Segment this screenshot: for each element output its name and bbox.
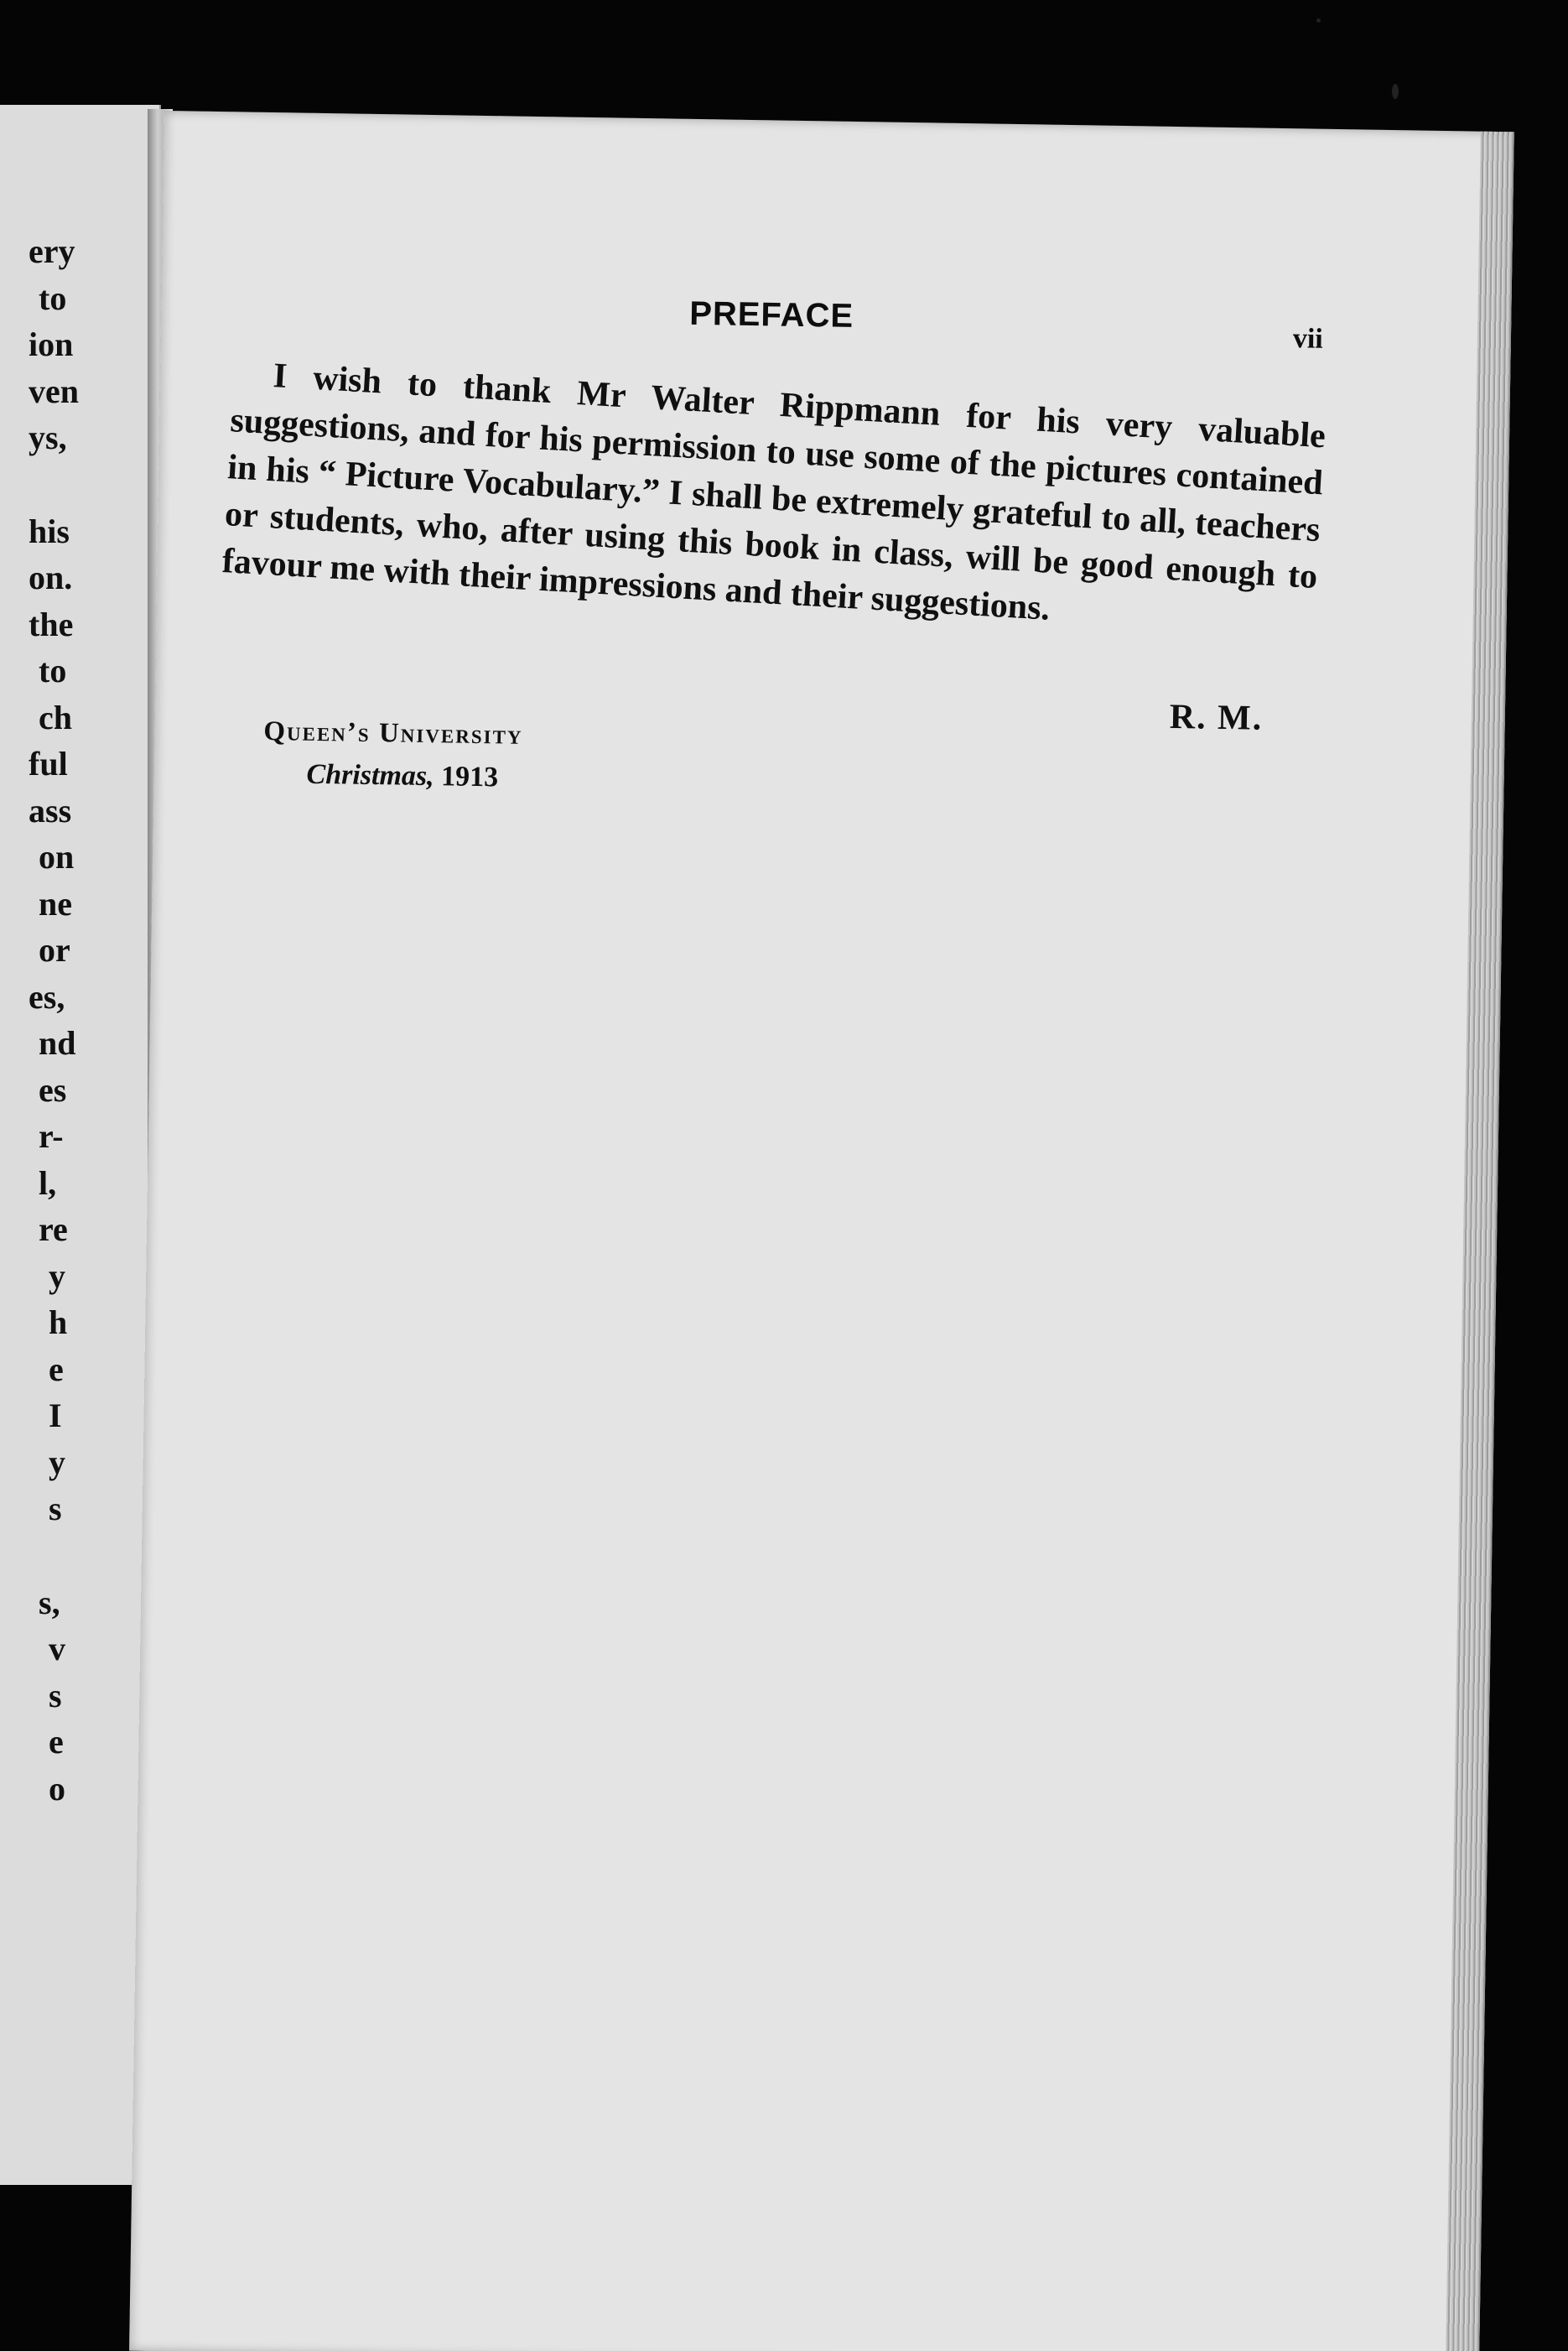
previous-page-line-fragment: ne bbox=[39, 884, 72, 923]
previous-page-line-fragment: h bbox=[49, 1303, 68, 1341]
previous-page-line-fragment: the bbox=[29, 605, 74, 643]
previous-page-line-fragment: ch bbox=[39, 698, 72, 736]
previous-page-line-fragment: y bbox=[49, 1256, 65, 1295]
page-number: vii bbox=[1292, 323, 1324, 355]
place-line: Queen’s University bbox=[263, 715, 523, 751]
previous-page-line-fragment: his bbox=[29, 512, 70, 550]
preface-page bbox=[129, 111, 1514, 2351]
preface-paragraph: I wish to thank Mr Walter Rippmann for his very valuable suggestions, and for his permission to use some of the pictures contained in his “ Picture Vocabulary.” I shall be extremely grateful to all, teachers or students, who, after using this book in class, will be good enough to favour me with their impressions and their suggestions. bbox=[221, 356, 1327, 628]
previous-page-line-fragment: s bbox=[49, 1676, 62, 1714]
previous-page-line-fragment: e bbox=[49, 1350, 64, 1388]
date-season: Christmas, bbox=[306, 758, 434, 793]
previous-page-line-fragment: ion bbox=[29, 325, 74, 363]
previous-page-line-fragment: v bbox=[49, 1630, 65, 1667]
previous-page-line-fragment: nd bbox=[39, 1024, 76, 1062]
previous-page-line-fragment: e bbox=[49, 1723, 64, 1761]
previous-page-line-fragment: or bbox=[39, 931, 70, 969]
dust-speck bbox=[1392, 84, 1399, 99]
previous-page-line-fragment: ys, bbox=[29, 419, 67, 456]
previous-page-line-fragment: to bbox=[39, 278, 67, 317]
previous-page-line-fragment: o bbox=[49, 1769, 65, 1807]
previous-page-line-fragment: ery bbox=[29, 232, 75, 270]
preface-body bbox=[221, 350, 1327, 648]
running-head: PREFACE bbox=[688, 294, 854, 335]
previous-page-line-fragment: on. bbox=[29, 559, 73, 596]
previous-page-line-fragment: s bbox=[49, 1490, 62, 1527]
page-edge bbox=[1446, 132, 1514, 2351]
previous-page-line-fragment: es, bbox=[29, 977, 65, 1016]
previous-page-line-fragment: y bbox=[49, 1443, 65, 1481]
author-initials: R. M. bbox=[1169, 697, 1264, 738]
dust-speck bbox=[1316, 18, 1321, 23]
date-line bbox=[306, 759, 498, 794]
date-year: 1913 bbox=[440, 761, 499, 793]
previous-page-line-fragment: ass bbox=[29, 791, 72, 830]
previous-page-line-fragment: to bbox=[39, 652, 67, 689]
previous-page-line-fragment: ven bbox=[29, 372, 79, 410]
previous-page-line-fragment: ful bbox=[29, 745, 68, 783]
previous-page-line-fragment: re bbox=[39, 1210, 68, 1248]
previous-page-line-fragment: on bbox=[39, 838, 75, 876]
previous-page-line-fragment: s, bbox=[39, 1583, 60, 1621]
previous-page-line-fragment: I bbox=[49, 1397, 62, 1434]
previous-page-line-fragment: l, bbox=[39, 1163, 57, 1202]
previous-page-line-fragment: es bbox=[39, 1070, 67, 1109]
previous-page-line-fragment: r- bbox=[39, 1117, 64, 1155]
